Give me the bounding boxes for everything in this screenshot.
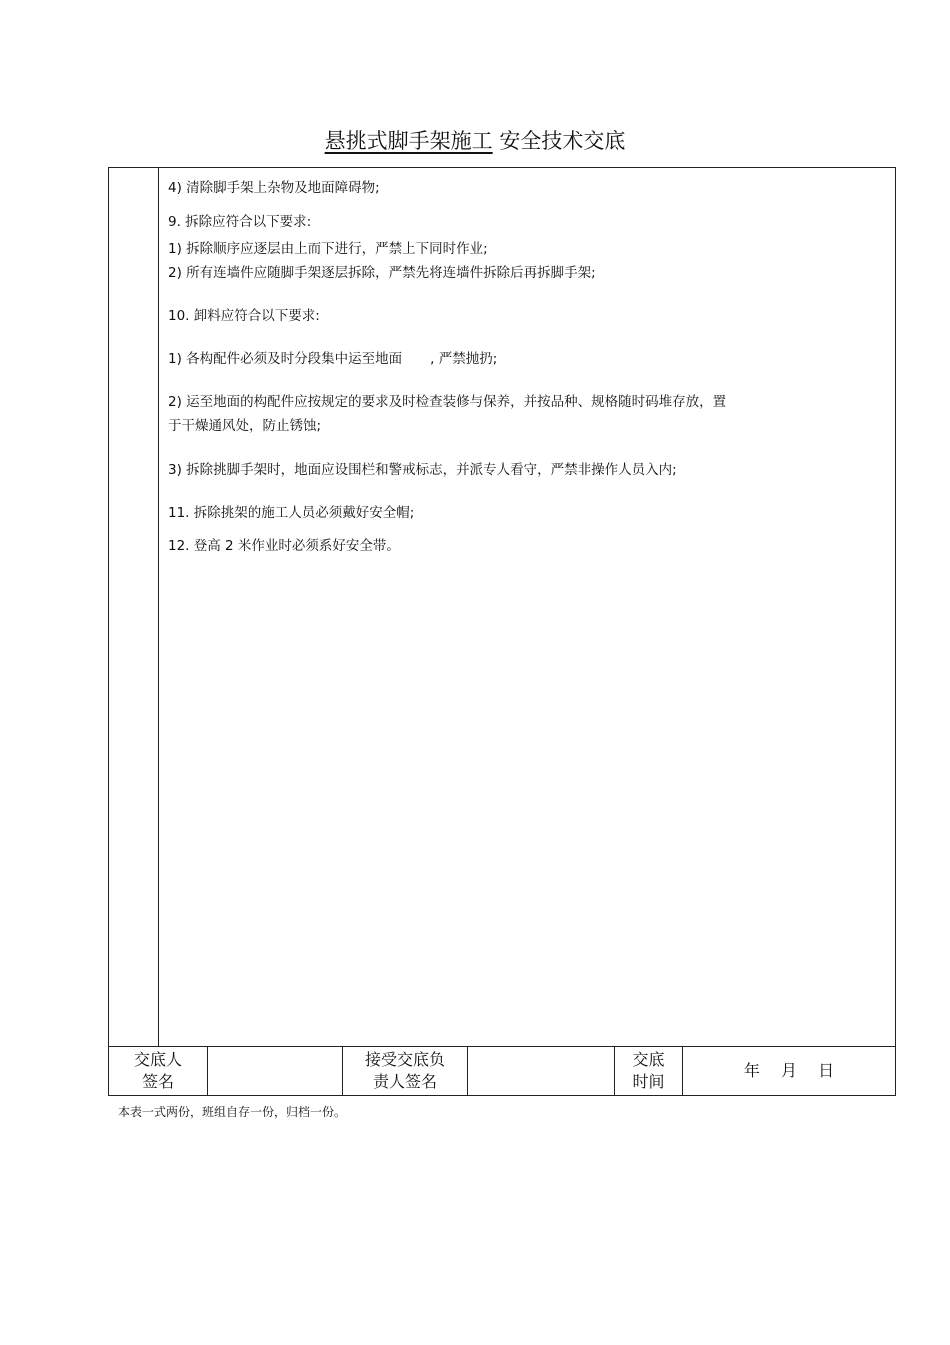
- receiver-label-line: 接受交底负: [364, 1050, 445, 1069]
- discloser-label-line: 交底人: [133, 1050, 182, 1069]
- disclosure-table: [108, 167, 896, 1096]
- discloser-label-line: 签名: [141, 1072, 174, 1091]
- title-subject: 安全技术交底: [499, 129, 626, 153]
- time-label-line: 时间: [632, 1072, 665, 1091]
- receiver-label: [343, 1047, 468, 1095]
- date-field[interactable]: 年 月 日: [743, 1061, 835, 1080]
- content-line: 9. 拆除应符合以下要求:: [168, 214, 312, 230]
- content-cell: [159, 168, 895, 1046]
- left-label-column: [109, 168, 159, 1046]
- signature-row: [109, 1046, 895, 1095]
- content-line: 4) 清除脚手架上杂物及地面障碍物;: [168, 180, 380, 196]
- content-line: 1) 拆除顺序应逐层由上而下进行，严禁上下同时作业;: [168, 241, 488, 257]
- time-label: [615, 1047, 683, 1095]
- discloser-signature-field[interactable]: [208, 1047, 343, 1095]
- content-line-part: 1) 各构配件必须及时分段集中运至地面: [168, 351, 403, 367]
- content-line: 11. 拆除挑架的施工人员必须戴好安全帽;: [168, 505, 415, 521]
- content-line: 于干燥通风处，防止锈蚀;: [168, 418, 322, 434]
- discloser-label: [109, 1047, 208, 1095]
- title-project: 悬挑式脚手架施工: [324, 129, 493, 153]
- receiver-label-line: 责人签名: [372, 1072, 437, 1091]
- content-line-part: , 严禁抛扔;: [430, 351, 498, 367]
- receiver-signature-field[interactable]: [468, 1047, 615, 1095]
- content-line: 12. 登高 2 米作业时必须系好安全带。: [168, 538, 400, 554]
- content-line: 2) 运至地面的构配件应按规定的要求及时检查装修与保养，并按品种、规格随时码堆存放，置: [168, 394, 727, 410]
- content-line: 3) 拆除挑脚手架时，地面应设围栏和警戒标志，并派专人看守，严禁非操作人员入内;: [168, 462, 677, 478]
- time-label-line: 交底: [632, 1050, 665, 1069]
- document-title: [0, 125, 950, 155]
- content-line: [168, 347, 497, 371]
- footnote: 本表一式两份，班组自存一份，归档一份。: [118, 1105, 347, 1119]
- content-line: 10. 卸料应符合以下要求:: [168, 308, 320, 324]
- content-line: 2) 所有连墙件应随脚手架逐层拆除，严禁先将连墙件拆除后再拆脚手架;: [168, 265, 596, 281]
